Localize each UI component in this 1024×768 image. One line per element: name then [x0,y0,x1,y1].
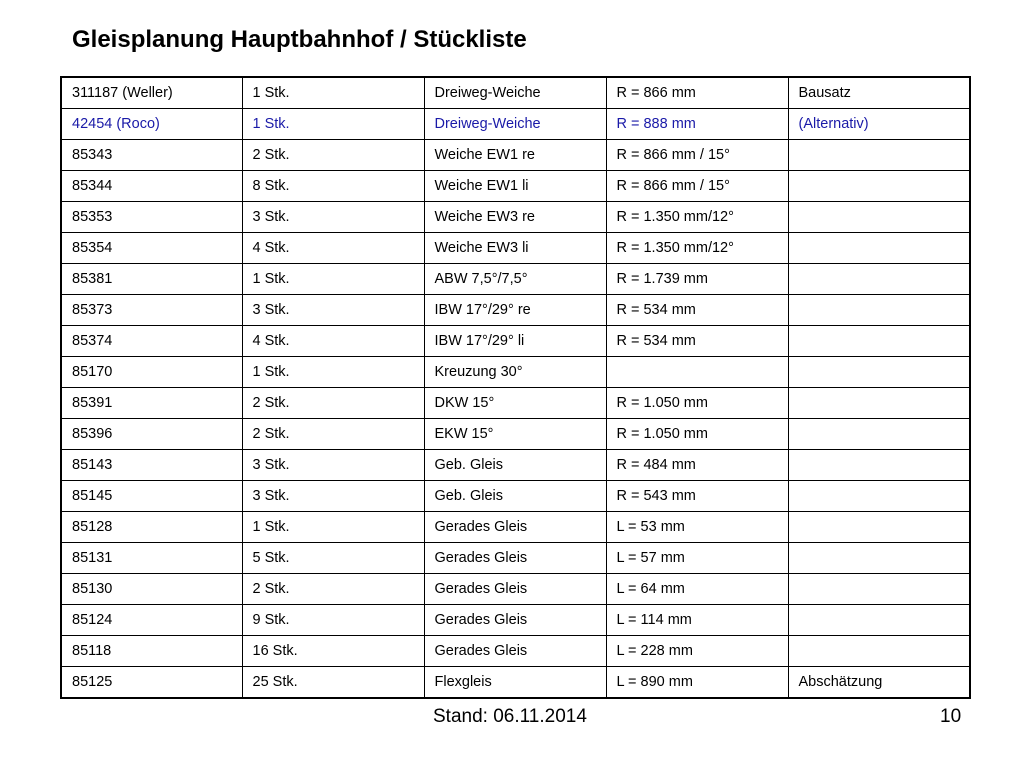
cell-spec: L = 228 mm [606,636,788,667]
cell-article: 85344 [61,171,242,202]
cell-type: Dreiweg-Weiche [424,109,606,140]
cell-spec: R = 866 mm / 15° [606,171,788,202]
cell-note [788,419,970,450]
table-row [61,605,970,636]
cell-quantity: 1 Stk. [242,512,424,543]
cell-type: Weiche EW1 li [424,171,606,202]
cell-spec: R = 1.739 mm [606,264,788,295]
cell-spec: L = 53 mm [606,512,788,543]
cell-spec: R = 866 mm / 15° [606,140,788,171]
cell-spec: L = 890 mm [606,667,788,699]
table-row [61,512,970,543]
cell-spec: R = 534 mm [606,295,788,326]
cell-quantity: 4 Stk. [242,233,424,264]
cell-article: 85130 [61,574,242,605]
table-row [61,295,970,326]
cell-note: Bausatz [788,77,970,109]
table-row [61,357,970,388]
table-row [61,388,970,419]
table-row [61,264,970,295]
cell-article: 85374 [61,326,242,357]
table-row [61,543,970,574]
parts-list-body [61,77,970,698]
cell-type: EKW 15° [424,419,606,450]
table-row [61,481,970,512]
cell-quantity: 3 Stk. [242,202,424,233]
cell-note: Abschätzung [788,667,970,699]
cell-note [788,171,970,202]
cell-type: Kreuzung 30° [424,357,606,388]
cell-quantity: 1 Stk. [242,77,424,109]
cell-article: 85373 [61,295,242,326]
cell-article: 85170 [61,357,242,388]
cell-type: IBW 17°/29° re [424,295,606,326]
cell-note [788,574,970,605]
page-title: Gleisplanung Hauptbahnhof / Stückliste [72,26,527,53]
cell-quantity: 2 Stk. [242,574,424,605]
cell-article: 85353 [61,202,242,233]
cell-quantity: 1 Stk. [242,357,424,388]
cell-article: 85128 [61,512,242,543]
cell-article: 85396 [61,419,242,450]
cell-article: 85381 [61,264,242,295]
cell-type: Gerades Gleis [424,574,606,605]
cell-article: 85143 [61,450,242,481]
table-row [61,419,970,450]
cell-note [788,481,970,512]
cell-spec: R = 543 mm [606,481,788,512]
cell-type: Geb. Gleis [424,450,606,481]
cell-spec: R = 866 mm [606,77,788,109]
cell-type: Weiche EW1 re [424,140,606,171]
cell-note [788,233,970,264]
table-row [61,574,970,605]
cell-quantity: 2 Stk. [242,419,424,450]
cell-quantity: 25 Stk. [242,667,424,699]
cell-note [788,140,970,171]
cell-note [788,295,970,326]
cell-spec: R = 1.350 mm/12° [606,233,788,264]
cell-article: 85343 [61,140,242,171]
cell-note [788,202,970,233]
cell-note [788,326,970,357]
cell-type: DKW 15° [424,388,606,419]
cell-quantity: 16 Stk. [242,636,424,667]
page-number: 10 [940,706,962,727]
cell-spec: L = 114 mm [606,605,788,636]
cell-article: 85354 [61,233,242,264]
cell-type: Gerades Gleis [424,605,606,636]
table-row [61,636,970,667]
cell-note [788,388,970,419]
table-row [61,171,970,202]
cell-quantity: 3 Stk. [242,481,424,512]
cell-article: 311187 (Weller) [61,77,242,109]
cell-article: 85118 [61,636,242,667]
table-row [61,233,970,264]
cell-note [788,605,970,636]
cell-spec: R = 484 mm [606,450,788,481]
cell-quantity: 8 Stk. [242,171,424,202]
table-row [61,202,970,233]
cell-note [788,357,970,388]
cell-quantity: 2 Stk. [242,140,424,171]
table-row [61,109,970,140]
cell-type: Gerades Gleis [424,636,606,667]
cell-note [788,543,970,574]
cell-quantity: 3 Stk. [242,450,424,481]
cell-note: (Alternativ) [788,109,970,140]
cell-quantity: 1 Stk. [242,264,424,295]
parts-list-table [60,76,971,699]
cell-type: Geb. Gleis [424,481,606,512]
cell-spec [606,357,788,388]
cell-article: 42454 (Roco) [61,109,242,140]
cell-spec: L = 64 mm [606,574,788,605]
footer-date: Stand: 06.11.2014 [433,706,587,727]
cell-quantity: 9 Stk. [242,605,424,636]
cell-article: 85391 [61,388,242,419]
cell-type: Dreiweg-Weiche [424,77,606,109]
cell-note [788,264,970,295]
table-row [61,77,970,109]
cell-type: Weiche EW3 li [424,233,606,264]
cell-article: 85145 [61,481,242,512]
cell-spec: L = 57 mm [606,543,788,574]
cell-type: ABW 7,5°/7,5° [424,264,606,295]
cell-article: 85125 [61,667,242,699]
cell-type: Gerades Gleis [424,543,606,574]
cell-type: Gerades Gleis [424,512,606,543]
cell-spec: R = 1.050 mm [606,388,788,419]
cell-note [788,450,970,481]
cell-note [788,636,970,667]
table-row [61,667,970,699]
cell-article: 85131 [61,543,242,574]
cell-type: Weiche EW3 re [424,202,606,233]
cell-quantity: 3 Stk. [242,295,424,326]
cell-quantity: 4 Stk. [242,326,424,357]
cell-quantity: 2 Stk. [242,388,424,419]
table-row [61,140,970,171]
cell-article: 85124 [61,605,242,636]
cell-quantity: 5 Stk. [242,543,424,574]
cell-type: IBW 17°/29° li [424,326,606,357]
cell-spec: R = 888 mm [606,109,788,140]
cell-spec: R = 1.350 mm/12° [606,202,788,233]
table-row [61,326,970,357]
cell-spec: R = 1.050 mm [606,419,788,450]
table-row [61,450,970,481]
cell-note [788,512,970,543]
cell-quantity: 1 Stk. [242,109,424,140]
cell-spec: R = 534 mm [606,326,788,357]
cell-type: Flexgleis [424,667,606,699]
